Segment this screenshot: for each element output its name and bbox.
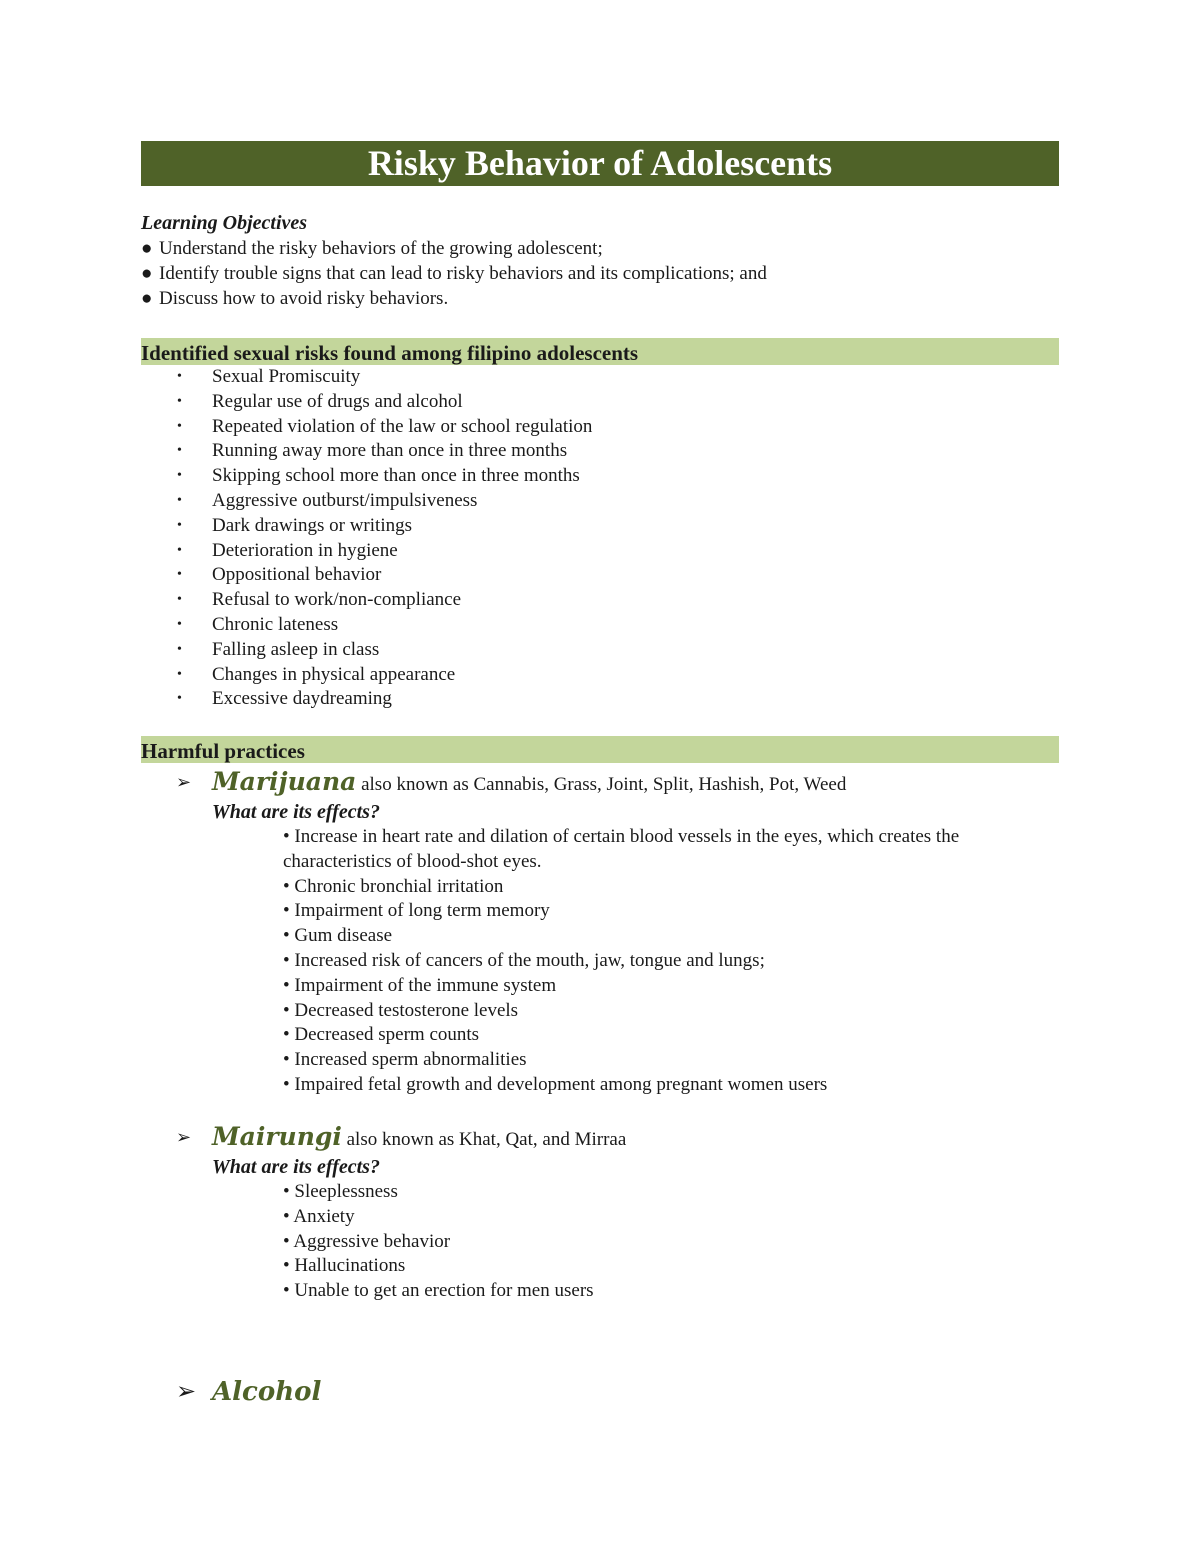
list-item: • Refusal to work/non-compliance xyxy=(141,588,1059,613)
list-item: • Increase in heart rate and dilation of certain blood vessels in the eyes, which creates the characteristics of blood-shot eyes. xyxy=(283,826,960,872)
bullet-icon: • xyxy=(177,567,182,583)
list-item: • Impairment of long term memory xyxy=(283,900,550,922)
list-item: • Increased sperm abnormalities xyxy=(283,1049,527,1071)
objective-item: ● Understand the risky behaviors of the growing adolescent; xyxy=(141,238,603,259)
mairungi-effects xyxy=(141,1180,1059,1304)
arrow-bullet-icon: ➢ xyxy=(176,1379,197,1405)
sexual-risks-list xyxy=(141,365,1059,712)
list-item: • Decreased sperm counts xyxy=(283,1024,480,1046)
list-item: • Unable to get an erection for men users xyxy=(283,1280,594,1302)
list-item: • Falling asleep in class xyxy=(141,638,1059,663)
mairungi-heading xyxy=(141,1123,1059,1154)
bullet-icon: • xyxy=(177,418,182,434)
list-item: • Oppositional behavior xyxy=(141,563,1059,588)
bullet-icon: ● xyxy=(141,263,153,284)
bullet-icon: • xyxy=(177,616,182,632)
list-item: • Decreased testosterone levels xyxy=(283,999,519,1021)
marijuana-name: Marijuana xyxy=(212,767,357,796)
objective-item: ● Discuss how to avoid risky behaviors. xyxy=(141,288,449,309)
list-item: • Dark drawings or writings xyxy=(141,514,1059,539)
bullet-icon: • xyxy=(177,517,182,533)
list-item: • Sleeplessness xyxy=(283,1181,398,1202)
list-item: • Aggressive behavior xyxy=(283,1230,451,1252)
bullet-icon: • xyxy=(177,369,182,384)
bullet-icon: • xyxy=(177,393,182,409)
list-item: • Changes in physical appearance xyxy=(141,663,1059,688)
effects-question: What are its effects? xyxy=(212,1156,380,1178)
mairungi-aka: also known as Khat, Qat, and Mirraa xyxy=(341,1129,627,1150)
list-item: • Sexual Promiscuity xyxy=(141,365,1059,390)
arrow-bullet-icon: ➢ xyxy=(176,772,192,792)
list-item: • Impairment of the immune system xyxy=(283,974,557,996)
learning-objectives xyxy=(141,211,1059,311)
list-item: • Gum disease xyxy=(283,925,393,947)
bullet-icon: • xyxy=(177,691,182,707)
list-item: • Skipping school more than once in three months xyxy=(141,464,1059,489)
bullet-icon: • xyxy=(177,666,182,682)
sexual-risks-heading: Identified sexual risks found among filipino adolescents xyxy=(141,338,1059,365)
objective-item: ● Identify trouble signs that can lead to risky behaviors and its complications; and xyxy=(141,263,767,284)
list-item: • Anxiety xyxy=(283,1205,355,1227)
alcohol-name: Alcohol xyxy=(212,1377,322,1407)
bullet-icon: • xyxy=(177,592,182,608)
mairungi-section xyxy=(141,1123,1059,1304)
document-title: Risky Behavior of Adolescents xyxy=(141,141,1059,186)
bullet-icon: • xyxy=(177,542,182,558)
bullet-icon: • xyxy=(177,641,182,657)
bullet-icon: ● xyxy=(141,288,153,309)
list-item: • Regular use of drugs and alcohol xyxy=(141,390,1059,415)
list-item: • Excessive daydreaming xyxy=(141,687,1059,712)
marijuana-effects xyxy=(141,825,1059,1098)
list-item: • Running away more than once in three months xyxy=(141,439,1059,464)
bullet-icon: • xyxy=(177,443,182,459)
list-item: • Chronic lateness xyxy=(141,613,1059,638)
marijuana-section xyxy=(141,768,1059,1098)
alcohol-heading xyxy=(141,1375,1059,1413)
list-item: • Chronic bronchial irritation xyxy=(283,875,504,897)
marijuana-heading xyxy=(141,768,1059,799)
alcohol-section xyxy=(141,1375,1059,1413)
list-item: • Repeated violation of the law or school regulation xyxy=(141,415,1059,440)
list-item: • Hallucinations xyxy=(283,1255,406,1277)
list-item: • Aggressive outburst/impulsiveness xyxy=(141,489,1059,514)
bullet-icon: • xyxy=(177,468,182,484)
list-item: • Increased risk of cancers of the mouth, jaw, tongue and lungs; xyxy=(283,949,765,971)
marijuana-aka: also known as Cannabis, Grass, Joint, Split, Hashish, Pot, Weed xyxy=(356,774,847,795)
bullet-icon: ● xyxy=(141,238,153,259)
effects-question: What are its effects? xyxy=(212,801,380,823)
list-item: • Deterioration in hygiene xyxy=(141,539,1059,564)
harmful-practices-heading: Harmful practices xyxy=(141,736,1059,763)
mairungi-name: Mairungi xyxy=(212,1122,342,1151)
bullet-icon: • xyxy=(177,492,182,508)
list-item: • Impaired fetal growth and development among pregnant women users xyxy=(283,1073,828,1095)
arrow-bullet-icon: ➢ xyxy=(176,1127,192,1147)
objectives-heading: Learning Objectives xyxy=(141,212,308,234)
